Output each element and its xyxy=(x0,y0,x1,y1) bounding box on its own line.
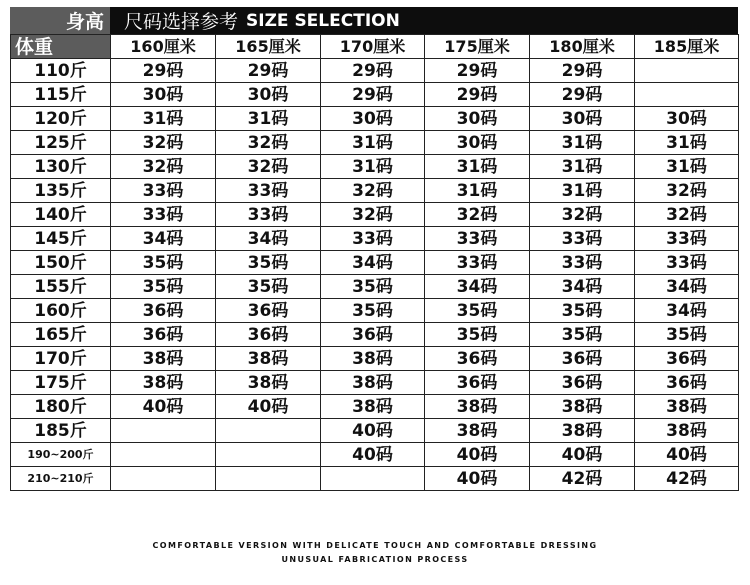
height-header-cell: 165厘米 xyxy=(216,35,321,59)
size-cell: 33码 xyxy=(321,227,425,251)
table-row xyxy=(11,227,739,251)
table-row xyxy=(11,443,739,467)
size-cell xyxy=(321,467,425,491)
size-cell: 31码 xyxy=(635,155,739,179)
weight-cell: 110斤 xyxy=(11,59,111,83)
height-header-row xyxy=(11,35,739,59)
size-cell: 32码 xyxy=(635,203,739,227)
size-cell: 33码 xyxy=(111,203,216,227)
size-cell: 30码 xyxy=(425,107,530,131)
table-row xyxy=(11,179,739,203)
size-cell: 30码 xyxy=(111,83,216,107)
weight-cell: 160斤 xyxy=(11,299,111,323)
size-cell: 33码 xyxy=(530,251,635,275)
weight-cell: 165斤 xyxy=(11,323,111,347)
size-cell: 36码 xyxy=(216,323,321,347)
size-cell: 38码 xyxy=(216,347,321,371)
size-cell: 40码 xyxy=(111,395,216,419)
size-cell xyxy=(635,59,739,83)
size-chart xyxy=(10,7,738,491)
table-row xyxy=(11,83,739,107)
size-cell xyxy=(111,467,216,491)
size-cell: 33码 xyxy=(216,179,321,203)
size-cell: 32码 xyxy=(321,203,425,227)
size-cell: 35码 xyxy=(216,251,321,275)
size-cell: 29码 xyxy=(530,83,635,107)
size-cell: 33码 xyxy=(111,179,216,203)
size-cell: 29码 xyxy=(321,59,425,83)
size-cell: 36码 xyxy=(530,371,635,395)
size-cell: 30码 xyxy=(530,107,635,131)
table-row xyxy=(11,419,739,443)
size-cell: 38码 xyxy=(111,371,216,395)
height-header-cell: 175厘米 xyxy=(425,35,530,59)
size-cell: 40码 xyxy=(321,419,425,443)
size-cell: 38码 xyxy=(111,347,216,371)
size-cell: 38码 xyxy=(425,395,530,419)
size-cell: 33码 xyxy=(635,227,739,251)
size-cell: 32码 xyxy=(111,155,216,179)
size-cell: 35码 xyxy=(530,299,635,323)
size-cell: 38码 xyxy=(425,419,530,443)
size-cell: 35码 xyxy=(216,275,321,299)
height-header-cell: 170厘米 xyxy=(321,35,425,59)
size-cell: 38码 xyxy=(321,371,425,395)
table-row xyxy=(11,323,739,347)
size-cell: 29码 xyxy=(425,59,530,83)
size-cell: 34码 xyxy=(635,275,739,299)
table-row xyxy=(11,347,739,371)
size-cell: 40码 xyxy=(321,443,425,467)
size-cell: 38码 xyxy=(321,347,425,371)
footer-line-1: COMFORTABLE VERSION WITH DELICATE TOUCH AND COMFORTABLE DRESSING xyxy=(152,541,598,550)
size-cell: 32码 xyxy=(635,179,739,203)
height-header-cell: 185厘米 xyxy=(635,35,739,59)
size-cell: 36码 xyxy=(216,299,321,323)
weight-cell: 120斤 xyxy=(11,107,111,131)
weight-cell: 185斤 xyxy=(11,419,111,443)
weight-cell: 140斤 xyxy=(11,203,111,227)
size-cell: 38码 xyxy=(530,395,635,419)
size-cell: 36码 xyxy=(425,371,530,395)
size-cell xyxy=(216,443,321,467)
table-row xyxy=(11,59,739,83)
size-cell: 42码 xyxy=(635,467,739,491)
size-cell: 35码 xyxy=(530,323,635,347)
weight-cell: 210~210斤 xyxy=(11,467,111,491)
size-cell: 35码 xyxy=(321,275,425,299)
size-cell: 30码 xyxy=(321,107,425,131)
weight-cell: 190~200斤 xyxy=(11,443,111,467)
size-cell: 31码 xyxy=(321,155,425,179)
size-cell: 40码 xyxy=(216,395,321,419)
weight-cell: 115斤 xyxy=(11,83,111,107)
size-cell: 29码 xyxy=(216,59,321,83)
size-cell: 35码 xyxy=(425,323,530,347)
weight-cell: 145斤 xyxy=(11,227,111,251)
size-cell: 29码 xyxy=(111,59,216,83)
height-header-cell: 180厘米 xyxy=(530,35,635,59)
size-table-body xyxy=(11,59,739,491)
size-cell: 34码 xyxy=(425,275,530,299)
size-cell: 38码 xyxy=(530,419,635,443)
weight-cell: 180斤 xyxy=(11,395,111,419)
weight-cell: 150斤 xyxy=(11,251,111,275)
size-cell: 31码 xyxy=(635,131,739,155)
table-row xyxy=(11,395,739,419)
size-cell xyxy=(111,419,216,443)
size-cell: 36码 xyxy=(530,347,635,371)
weight-cell: 175斤 xyxy=(11,371,111,395)
table-row xyxy=(11,251,739,275)
size-cell: 31码 xyxy=(530,155,635,179)
size-table xyxy=(10,34,739,491)
size-cell: 42码 xyxy=(530,467,635,491)
chart-title-cn: 尺码选择参考 xyxy=(124,11,239,33)
table-row xyxy=(11,275,739,299)
size-cell: 38码 xyxy=(635,395,739,419)
size-cell: 35码 xyxy=(111,275,216,299)
size-cell: 38码 xyxy=(216,371,321,395)
size-cell: 33码 xyxy=(425,251,530,275)
size-cell: 34码 xyxy=(635,299,739,323)
size-cell: 30码 xyxy=(425,131,530,155)
size-cell: 32码 xyxy=(111,131,216,155)
size-cell: 36码 xyxy=(425,347,530,371)
size-cell: 35码 xyxy=(635,323,739,347)
size-cell: 36码 xyxy=(111,299,216,323)
size-cell: 31码 xyxy=(425,155,530,179)
size-cell: 32码 xyxy=(530,203,635,227)
size-cell: 33码 xyxy=(425,227,530,251)
size-cell: 33码 xyxy=(635,251,739,275)
size-cell: 32码 xyxy=(216,131,321,155)
size-cell: 29码 xyxy=(321,83,425,107)
size-cell: 31码 xyxy=(321,131,425,155)
size-cell: 40码 xyxy=(425,467,530,491)
size-cell: 31码 xyxy=(216,107,321,131)
chart-title xyxy=(110,7,738,34)
table-row xyxy=(11,155,739,179)
size-cell: 40码 xyxy=(635,443,739,467)
size-cell: 30码 xyxy=(216,83,321,107)
table-row xyxy=(11,107,739,131)
size-cell: 38码 xyxy=(321,395,425,419)
size-cell: 35码 xyxy=(425,299,530,323)
size-cell: 29码 xyxy=(530,59,635,83)
size-cell: 40码 xyxy=(530,443,635,467)
size-cell: 40码 xyxy=(425,443,530,467)
size-cell: 31码 xyxy=(425,179,530,203)
size-cell xyxy=(216,467,321,491)
size-cell: 34码 xyxy=(321,251,425,275)
size-cell: 34码 xyxy=(530,275,635,299)
size-cell: 32码 xyxy=(321,179,425,203)
size-cell: 32码 xyxy=(216,155,321,179)
weight-cell: 170斤 xyxy=(11,347,111,371)
title-bar xyxy=(10,7,738,34)
size-cell: 29码 xyxy=(425,83,530,107)
weight-cell: 135斤 xyxy=(11,179,111,203)
size-cell xyxy=(216,419,321,443)
size-cell: 33码 xyxy=(216,203,321,227)
table-row xyxy=(11,131,739,155)
size-cell: 35码 xyxy=(111,251,216,275)
size-cell: 31码 xyxy=(530,131,635,155)
size-cell: 36码 xyxy=(635,347,739,371)
size-cell: 36码 xyxy=(321,323,425,347)
size-cell: 36码 xyxy=(635,371,739,395)
chart-title-en: SIZE SELECTION xyxy=(246,10,400,31)
footer-line-2: UNUSUAL FABRICATION PROCESS xyxy=(281,555,469,564)
table-row xyxy=(11,371,739,395)
size-cell: 30码 xyxy=(635,107,739,131)
weight-cell: 125斤 xyxy=(11,131,111,155)
corner-height-label: 身高 xyxy=(10,7,110,34)
size-cell: 38码 xyxy=(635,419,739,443)
size-cell: 34码 xyxy=(111,227,216,251)
size-cell: 35码 xyxy=(321,299,425,323)
size-cell: 34码 xyxy=(216,227,321,251)
weight-cell: 155斤 xyxy=(11,275,111,299)
table-row xyxy=(11,203,739,227)
table-row xyxy=(11,299,739,323)
size-cell xyxy=(635,83,739,107)
corner-weight-label: 体重 xyxy=(11,35,111,59)
size-cell: 32码 xyxy=(425,203,530,227)
height-header-cell: 160厘米 xyxy=(111,35,216,59)
size-cell xyxy=(111,443,216,467)
table-row xyxy=(11,467,739,491)
size-cell: 31码 xyxy=(111,107,216,131)
size-cell: 31码 xyxy=(530,179,635,203)
size-cell: 36码 xyxy=(111,323,216,347)
size-cell: 33码 xyxy=(530,227,635,251)
weight-cell: 130斤 xyxy=(11,155,111,179)
